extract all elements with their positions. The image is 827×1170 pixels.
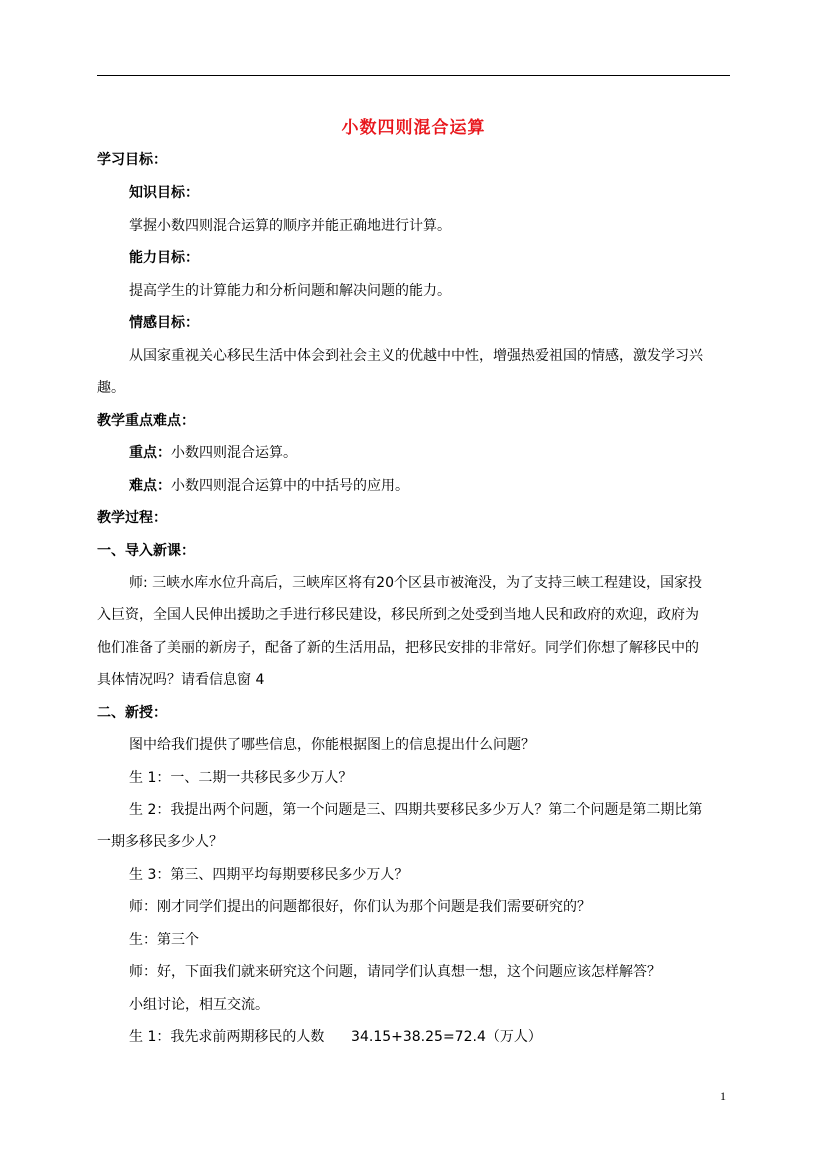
new-text-10: 生 1：我先求前两期移民的人数 34.15+38.25=72.4（万人） — [129, 1029, 542, 1045]
emotion-goal-text-1: 从国家重视关心移民生活中体会到社会主义的优越中中性，增强热爱祖国的情感，激发学习兴 — [129, 348, 703, 364]
page-number: 1 — [720, 1089, 726, 1103]
new-text-6: 师：刚才同学们提出的问题都很好，你们认为那个问题是我们需要研究的？ — [129, 899, 591, 915]
new-text-8: 师：好，下面我们就来研究这个问题，请同学们认真想一想，这个问题应该怎样解答？ — [129, 964, 661, 980]
intro-text-4: 具体情况吗？请看信息窗 4 — [97, 672, 265, 688]
difficulty-label: 难点： — [129, 478, 171, 494]
key-point-label: 重点： — [129, 445, 171, 461]
section1-heading: 一、导入新课： — [97, 543, 195, 559]
process-heading: 教学过程： — [97, 510, 167, 526]
new-text-9: 小组讨论，相互交流。 — [129, 997, 269, 1013]
section2-heading: 二、新授： — [97, 705, 167, 721]
ability-goal-heading: 能力目标： — [129, 250, 199, 266]
difficulty-text: 小数四则混合运算中的中括号的应用。 — [171, 478, 409, 494]
new-text-1: 图中给我们提供了哪些信息，你能根据图上的信息提出什么问题？ — [129, 737, 535, 753]
new-text-4: 一期多移民多少人？ — [97, 834, 223, 850]
header-rule — [97, 75, 730, 76]
ability-goal-text: 提高学生的计算能力和分析问题和解决问题的能力。 — [129, 283, 451, 299]
document-title: 小数四则混合运算 — [341, 118, 486, 138]
key-point-line — [129, 443, 297, 463]
new-text-5: 生 3：第三、四期平均每期要移民多少万人？ — [129, 867, 409, 883]
new-text-2: 生 1：一、二期一共移民多少万人？ — [129, 770, 353, 786]
new-text-3: 生 2：我提出两个问题，第一个问题是三、四期共要移民多少万人？第二个问题是第二期比第 — [129, 802, 703, 818]
emotion-goal-heading: 情感目标： — [129, 315, 199, 331]
emotion-goal-text-2: 趣。 — [97, 380, 125, 396]
difficulty-line — [129, 476, 409, 496]
key-point-text: 小数四则混合运算。 — [171, 445, 297, 461]
knowledge-goal-heading: 知识目标： — [129, 185, 199, 201]
intro-text-1: 师: 三峡水库水位升高后，三峡库区将有20个区县市被淹没，为了支持三峡工程建设，国家投 — [129, 575, 702, 591]
intro-text-2: 入巨资，全国人民伸出援助之手进行移民建设，移民所到之处受到当地人民和政府的欢迎，政府为 — [97, 607, 699, 623]
study-goal-heading: 学习目标： — [97, 152, 167, 168]
knowledge-goal-text: 掌握小数四则混合运算的顺序并能正确地进行计算。 — [129, 218, 451, 234]
intro-text-3: 他们准备了美丽的新房子，配备了新的生活用品，把移民安排的非常好。同学们你想了解移民中的 — [97, 640, 699, 656]
new-text-7: 生：第三个 — [129, 932, 199, 948]
key-points-heading: 教学重点难点： — [97, 413, 195, 429]
